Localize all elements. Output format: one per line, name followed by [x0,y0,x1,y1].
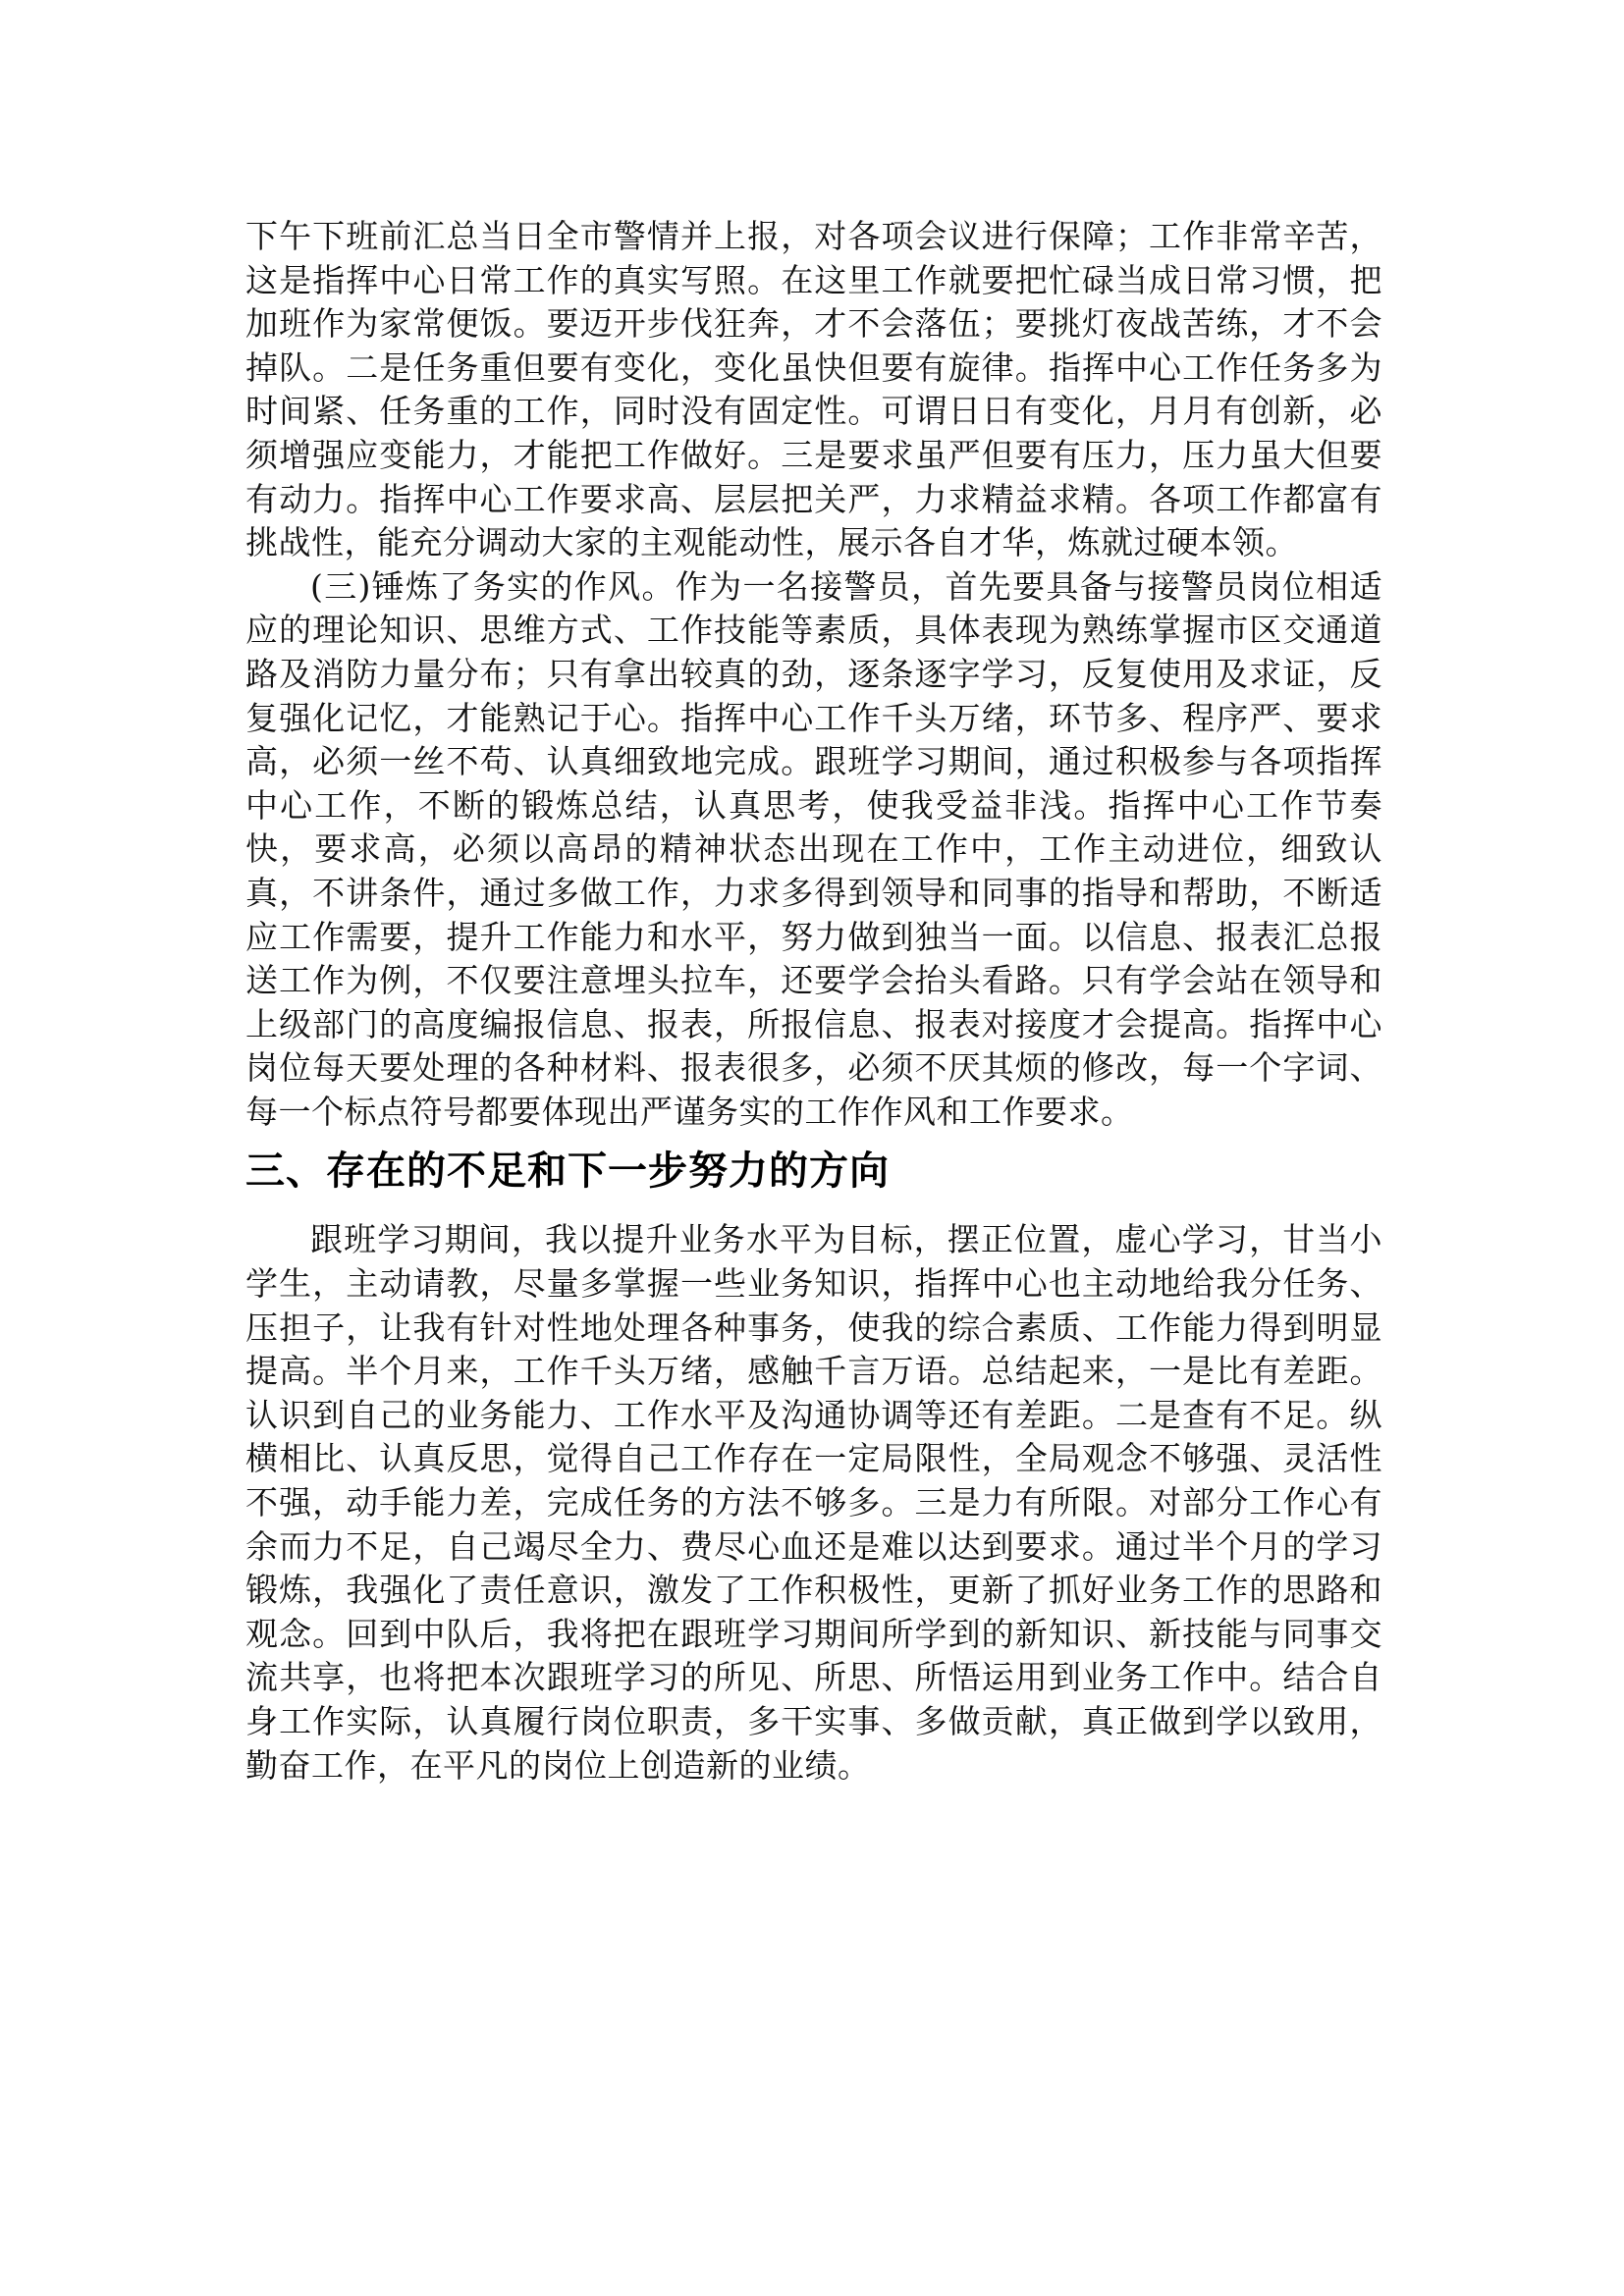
document-body [245,215,1382,1788]
paragraph-shortcomings: 跟班学习期间，我以提升业务水平为目标，摆正位置，虚心学习，甘当小学生，主动请教，尽量多掌握一些业务知识，指挥中心也主动地给我分任务、压担子，让我有针对性地处理各种事务，使我的综合素质、工作能力得到明显提高。半个月来，工作千头万绪，感触千言万语。总结起来，一是比有差距。认识到自己的业务能力、工作水平及沟通协调等还有差距。二是查有不足。纵横相比、认真反思，觉得自己工作存在一定局限性，全局观念不够强、灵活性不强，动手能力差，完成任务的方法不够多。三是力有所限。对部分工作心有余而力不足，自己竭尽全力、费尽心血还是难以达到要求。通过半个月的学习锻炼，我强化了责任意识，激发了工作积极性，更新了抓好业务工作的思路和观念。回到中队后，我将把在跟班学习期间所学到的新知识、新技能与同事交流共享，也将把本次跟班学习的所见、所思、所悟运用到业务工作中。结合自身工作实际，认真履行岗位职责，多干实事、多做贡献，真正做到学以致用，勤奋工作，在平凡的岗位上创造新的业绩。 [245,1220,1382,1785]
paragraph-practical-style: (三)锤炼了务实的作风。作为一名接警员，首先要具备与接警员岗位相适应的理论知识、思维方式、工作技能等素质，具体表现为熟练掌握市区交通道路及消防力量分布；只有拿出较真的劲，逐条逐字学习，反复使用及求证，反复强化记忆，才能熟记于心。指挥中心工作千头万绪，环节多、程序严、要求高，必须一丝不苟、认真细致地完成。跟班学习期间，通过积极参与各项指挥中心工作，不断的锻炼总结，认真思考，使我受益非浅。指挥中心工作节奏快，要求高，必须以高昂的精神状态出现在工作中，工作主动进位，细致认真，不讲条件，通过多做工作，力求多得到领导和同事的指导和帮助，不断适应工作需要，提升工作能力和水平，努力做到独当一面。以信息、报表汇总报送工作为例，不仅要注意埋头拉车，还要学会抬头看路。只有学会站在领导和上级部门的高度编报信息、报表，所报信息、报表对接度才会提高。指挥中心岗位每天要处理的各种材料、报表很多，必须不厌其烦的修改，每一个字词、每一个标点符号都要体现出严谨务实的工作作风和工作要求。 [245,566,1382,1131]
paragraph-continuation: 下午下班前汇总当日全市警情并上报，对各项会议进行保障；工作非常辛苦，这是指挥中心日常工作的真实写照。在这里工作就要把忙碌当成日常习惯，把加班作为家常便饭。要迈开步伐狂奔，才不会落伍；要挑灯夜战苦练，才不会掉队。二是任务重但要有变化，变化虽快但要有旋律。指挥中心工作任务多为时间紧、任务重的工作，同时没有固定性。可谓日日有变化，月月有创新，必须增强应变能力，才能把工作做好。三是要求虽严但要有压力，压力虽大但要有动力。指挥中心工作要求高、层层把关严，力求精益求精。各项工作都富有挑战性，能充分调动大家的主观能动性，展示各自才华，炼就过硬本领。 [245,217,1382,562]
section-heading: 三、存在的不足和下一步努力的方向 [245,1148,890,1195]
